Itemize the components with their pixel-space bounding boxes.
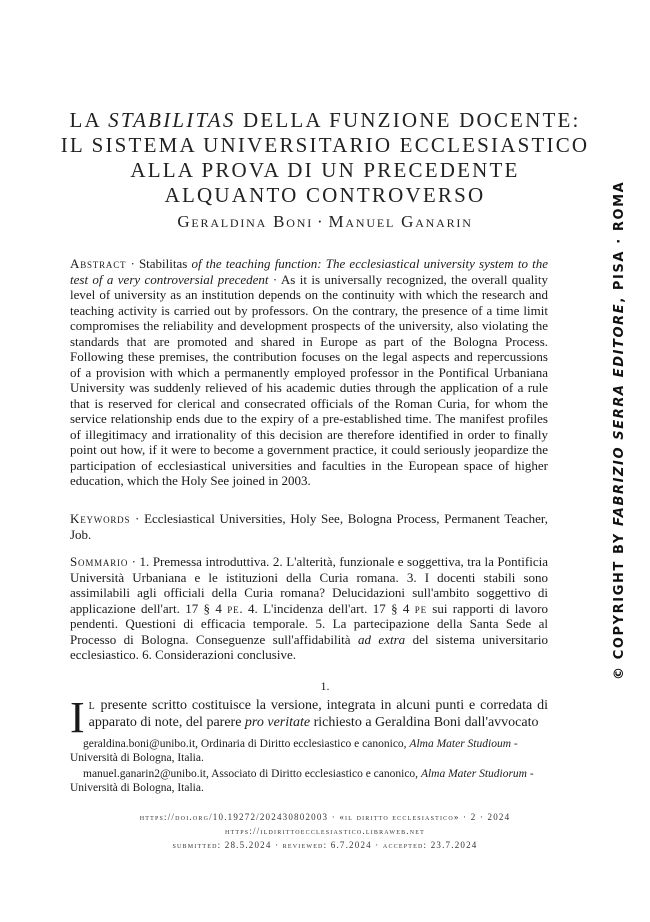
footer-dates: submitted: 28.5.2024 · reviewed: 6.7.2024 · accepted: 23.7.2024 <box>172 840 478 850</box>
keywords-label: Keywords <box>70 511 131 526</box>
sommario: Sommario · 1. Premessa introduttiva. 2. L'alterità, funzionale e soggettiva, tra la Pontificia Università Urbaniana e le istituzioni della Curia romana. 3. I docenti stabili sono assimilabili agli officiali della Curia romana? Delucidazioni sull'ambito soggettivo di applicazione dell'art. 17 § 4 pe. 4. L'incidenza dell'art. 17 § 4 pe sui rapporti di lavoro pendenti. Questioni di efficacia temporale. 5. La partecipazione della Santa Sede al Processo di Bologna. Conseguenze sull'affidabilità ad extra del sistema universitario ecclesiastico. 6. Considerazioni conclusive. <box>70 554 548 662</box>
footnote-2: manuel.ganarin2@unibo.it, Associato di Diritto ecclesiastico e canonico, Alma Mater Studiorum - Università di Bologna, Italia. <box>70 768 534 794</box>
abstract-label: Abstract <box>70 256 127 271</box>
article-title <box>60 108 590 208</box>
author-2: Manuel Ganarin <box>328 212 473 231</box>
section-number: 1. <box>320 679 330 693</box>
author-separator: · <box>317 212 325 231</box>
sommario-label: Sommario <box>70 554 129 569</box>
footnote-1: geraldina.boni@unibo.it, Ordinaria di Diritto ecclesiastico e canonico, Alma Mater Studioum - Università di Bologna, Italia. <box>70 738 518 764</box>
body-text: Il presente scritto costituisce la versione, integrata in alcuni punti e corredata di apparato di note, del parere pro veritate richiesto a Geraldina Boni dall'avvocato <box>70 693 548 742</box>
footnotes <box>70 737 548 797</box>
title-line-4: ALQUANTO CONTROVERSO <box>164 183 486 207</box>
footer-doi: https://doi.org/10.19272/202430802003 · «il diritto ecclesiastico» · 2 · 2024 <box>139 812 511 822</box>
copyright-notice: © COPYRIGHT BY FABRIZIO SERRA EDITORE, PISA · ROMA <box>612 180 627 680</box>
abstract: Abstract · Stabilitas of the teaching function: The ecclesiastical university system to the test of a very controversial precedent · As it is universally recognized, the overall quality level of university as an institution depends on the continuity with which the research and teaching activity is carried out by professors. On the contrary, the presence of a time limit compromises the reliability and development prospects of the university, also violating the standards that are promoted and shared in Europe as part of the Bologna Process. Following these premises, the contribution focuses on the legal aspects and repercussions of a provision with which a permanently employed professor in the Pontifical Urbaniana University was suddenly relieved of his academic duties through the application of a rule that is reserved for clerical and consecrated officials of the Roman Curia, for whom the service relationship ends due to the expiry of a pre-established time. The manifest profiles of illegitimacy and irrationality of this decision are therefore identified in order to finally point out how, if it were to become a government practice, it could seriously jeopardize the participation of ecclesiastical universities and faculties in the European space of higher education, which the Holy See joined in 2003. <box>70 256 548 488</box>
abstract-text: As it is universally recognized, the overall quality level of university as an institution depends on the continuity with which the research and teaching activity is carried out by professors. On the contrary, the presence of a time limit compromises the reliability and development prospects of the university, also violating the standards that are promoted and shared in Europe as part of the Bologna Process. Following these premises, the contribution focuses on the legal aspects and repercussions of a provision with which a permanently employed professor in the Pontifical Urbaniana University was suddenly relieved of his academic duties through the application of a rule that is reserved for clerical and consecrated officials of the Roman Curia, for whom the service relationship ends due to the expiry of a pre-established time. The manifest profiles of illegitimacy and irrationality of this decision are therefore identified in order to finally point out how, if it were to become a government practice, it could seriously jeopardize the participation of ecclesiastical universities and faculties in the European space of higher education, which the Holy See joined in 2003. <box>70 271 548 488</box>
title-line-2: IL SISTEMA UNIVERSITARIO ECCLESIASTICO <box>60 133 590 157</box>
title-line-3: ALLA PROVA DI UN PRECEDENTE <box>130 158 520 182</box>
author-1: Geraldina Boni <box>177 212 314 231</box>
footer-url: https://ildirittoecclesiastico.libraweb.net <box>224 826 425 836</box>
keywords: Keywords · Ecclesiastical Universities, Holy See, Bologna Process, Permanent Teacher, Job. <box>70 511 548 542</box>
drop-cap: I <box>70 693 85 742</box>
abstract-title-italic: of the teaching function: The ecclesiastical university system to the test of a very controversial precedent <box>70 256 548 287</box>
author-line <box>60 212 590 232</box>
abstract-title-pre: Stabilitas <box>138 256 188 271</box>
title-line-1: LA STABILITAS DELLA FUNZIONE DOCENTE: <box>69 108 581 132</box>
keywords-text: Ecclesiastical Universities, Holy See, Bologna Process, Permanent Teacher, Job. <box>70 511 548 542</box>
